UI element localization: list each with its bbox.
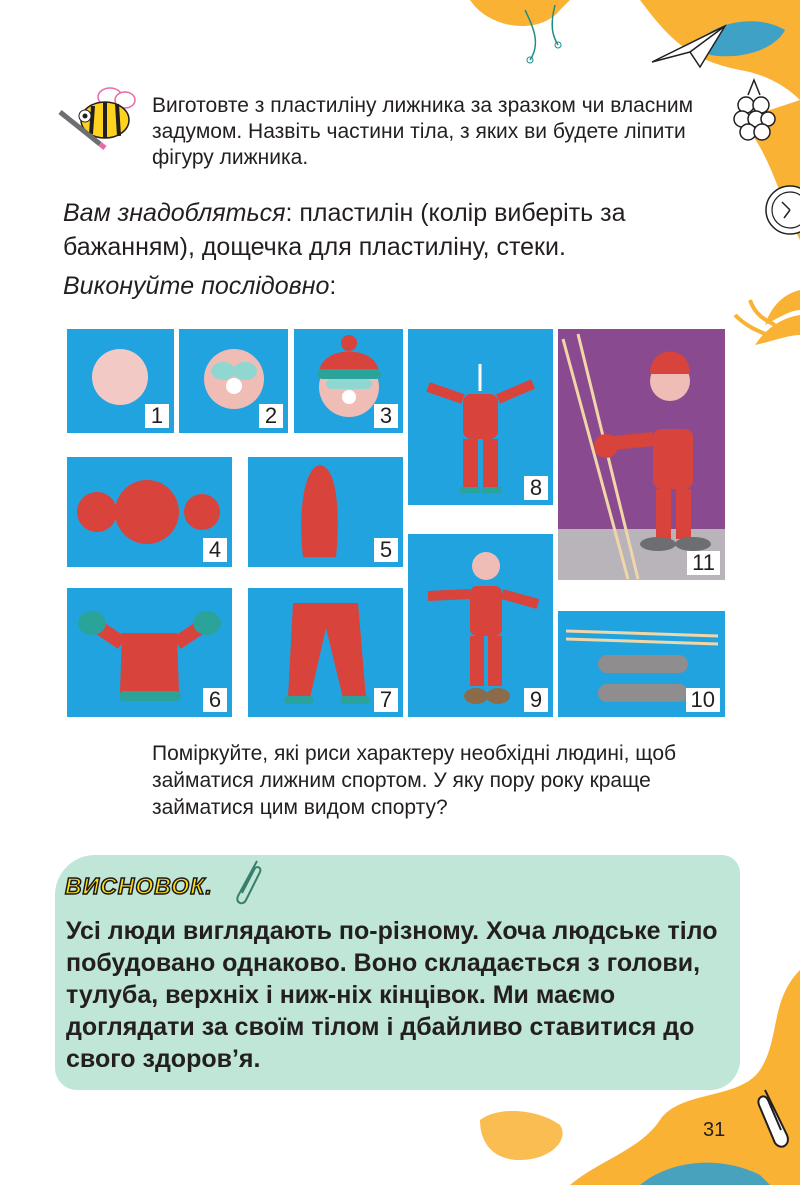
step-photo-11	[558, 329, 725, 580]
step-number: 6	[203, 688, 227, 712]
discussion-question: Поміркуйте, які риси характеру необхідні людині, щоб займатися лижним спортом. У яку пору року краще займатися цим видом спорту?	[152, 742, 677, 819]
step-number: 4	[203, 538, 227, 562]
step-photo-4	[67, 457, 232, 567]
step-photo-10	[558, 611, 725, 717]
task-instruction: Виготовте з пластиліну лижника за зразком чи власним задумом. Назвіть частини тіла, з яких ви будете ліпити фігуру лижника.	[152, 94, 694, 169]
step-photo-3	[294, 329, 403, 433]
step-number: 11	[687, 551, 720, 575]
paperclip-icon	[232, 858, 267, 908]
sequence-label: Виконуйте послідовно	[63, 272, 330, 300]
materials-label: Вам знадобляться	[63, 199, 286, 227]
step-number: 10	[686, 688, 720, 712]
clock-icon	[760, 180, 800, 240]
materials-paragraph	[63, 196, 743, 264]
step-number: 7	[374, 688, 398, 712]
step-number: 2	[259, 404, 283, 428]
materials-text: : пластилін (колір виберіть за бажанням), дощечка для пластиліну, стеки.	[63, 199, 626, 261]
page-number: 31	[703, 1119, 726, 1141]
leaf-icon	[730, 280, 800, 360]
step-photo-1	[67, 329, 174, 433]
conclusion-title: ВИСНОВОК.	[65, 873, 213, 899]
paperclip-icon	[755, 1085, 795, 1155]
step-photo-2	[179, 329, 288, 433]
step-number: 5	[374, 538, 398, 562]
step-number: 9	[524, 688, 548, 712]
step-photo-9	[408, 534, 553, 717]
paper-plane-icon	[650, 22, 730, 72]
step-photo-8	[408, 329, 553, 505]
step-photo-7	[248, 588, 403, 717]
step-photo-5	[248, 457, 403, 567]
step-number: 8	[524, 476, 548, 500]
step-number: 3	[374, 404, 398, 428]
step-photo-6	[67, 588, 232, 717]
bee-icon	[55, 82, 145, 152]
conclusion-text: Усі люди виглядають по-різному. Хоча людське тіло побудовано однаково. Воно складається з голови, тулуба, верхніх і ниж-ніх кінцівок. Ми маємо доглядати за своїм тілом і дбайливо ставитися до свого здоров’я.	[66, 917, 718, 1073]
sequence-heading: Виконуйте послідовно:	[63, 272, 337, 300]
step-number: 1	[145, 404, 169, 428]
